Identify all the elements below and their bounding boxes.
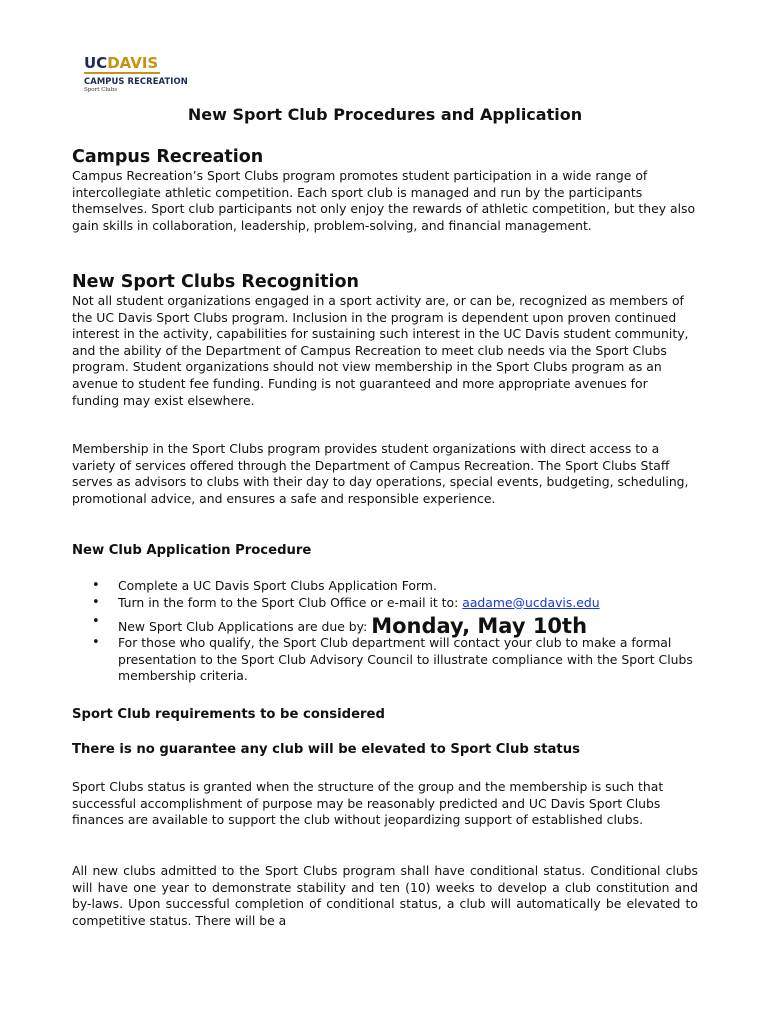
logo-rule (84, 72, 160, 74)
ucdavis-campus-recreation-logo (84, 56, 214, 94)
logo-wordmark: UCDAVIS (84, 54, 159, 72)
list-item: • For those who qualify, the Sport Club department will contact your club to make a formal presentation to the Sport Club Advisory Council to illustrate compliance with the Sport Clubs membership criteria. (72, 635, 712, 685)
section-requirements (72, 706, 698, 724)
section-paragraph: All new clubs admitted to the Sport Clubs program shall have conditional status. Conditional clubs will have one year to demonstrate stability and ten (10) weeks to develop a club constitution and by-laws. Upon successful completion of conditional status, a club will automatically be elevated to competitive status. There will be a (72, 863, 698, 928)
section-recognition (72, 271, 698, 409)
section-paragraph: Not all student organizations engaged in a sport activity are, or can be, recognized as members of the UC Davis Sport Clubs program. Inclusion in the program is dependent upon proven continued interest in the activity, capabilities for sustaining such interest in the UC Davis student community, and the ability of the Department of Campus Recreation to meet club needs via the Sport Clubs program. Student organizations should not view membership in the Sport Clubs program as an avenue to student fee funding. Funding is not guaranteed and more appropriate avenues for funding may exist elsewhere. (72, 293, 689, 408)
section-membership (72, 441, 698, 507)
section-no-guarantee (72, 741, 698, 759)
requirements-heading: Sport Club requirements to be considered (72, 707, 385, 722)
section-heading: New Sport Clubs Recognition (72, 272, 359, 292)
section-conditional-status (72, 863, 698, 929)
requirements-subheading: There is no guarantee any club will be elevated to Sport Club status (72, 742, 580, 757)
procedure-list (72, 578, 712, 685)
list-item: • Complete a UC Davis Sport Clubs Application Form. (72, 578, 712, 595)
procedure-steps (72, 578, 712, 685)
due-date: Monday, May 10th (371, 614, 588, 639)
section-heading: Campus Recreation (72, 147, 264, 167)
procedure-heading: New Club Application Procedure (72, 543, 312, 558)
logo-subunit: Sport Clubs (84, 87, 118, 93)
section-paragraph: Membership in the Sport Clubs program provides student organizations with direct access to a variety of services offered through the Department of Campus Recreation. The Sport Clubs Staff serves as advisors to clubs with their day to day operations, special events, budgeting, scheduling, promotional advice, and ensures a safe and responsible experience. (72, 441, 689, 506)
email-link[interactable]: aadame@ucdavis.edu (462, 594, 600, 610)
section-paragraph: Sport Clubs status is granted when the structure of the group and the membership is such that successful accomplishment of purpose may be reasonably predicted and UC Davis Sport Clubs finances are available to support the club without jeopardizing support of established clubs. (72, 779, 664, 828)
section-application-procedure (72, 542, 698, 560)
logo-unit: CAMPUS RECREATION (84, 76, 188, 86)
list-item: • Turn in the form to the Sport Club Office or e-mail it to: aadame@ucdavis.edu (72, 595, 712, 612)
section-campus-recreation (72, 146, 698, 234)
list-item: • New Sport Club Applications are due by: Monday, May 10th (72, 614, 712, 638)
section-paragraph: Campus Recreation’s Sport Clubs program promotes student participation in a wide range of intercollegiate athletic competition. Each sport club is managed and run by the participants themselves. Sport club participants not only enjoy the rewards of athletic competition, but they also gain skills in collaboration, leadership, problem-solving, and financial management. (72, 168, 696, 233)
document-title: New Sport Club Procedures and Application (187, 105, 583, 124)
section-status-granted (72, 779, 698, 829)
